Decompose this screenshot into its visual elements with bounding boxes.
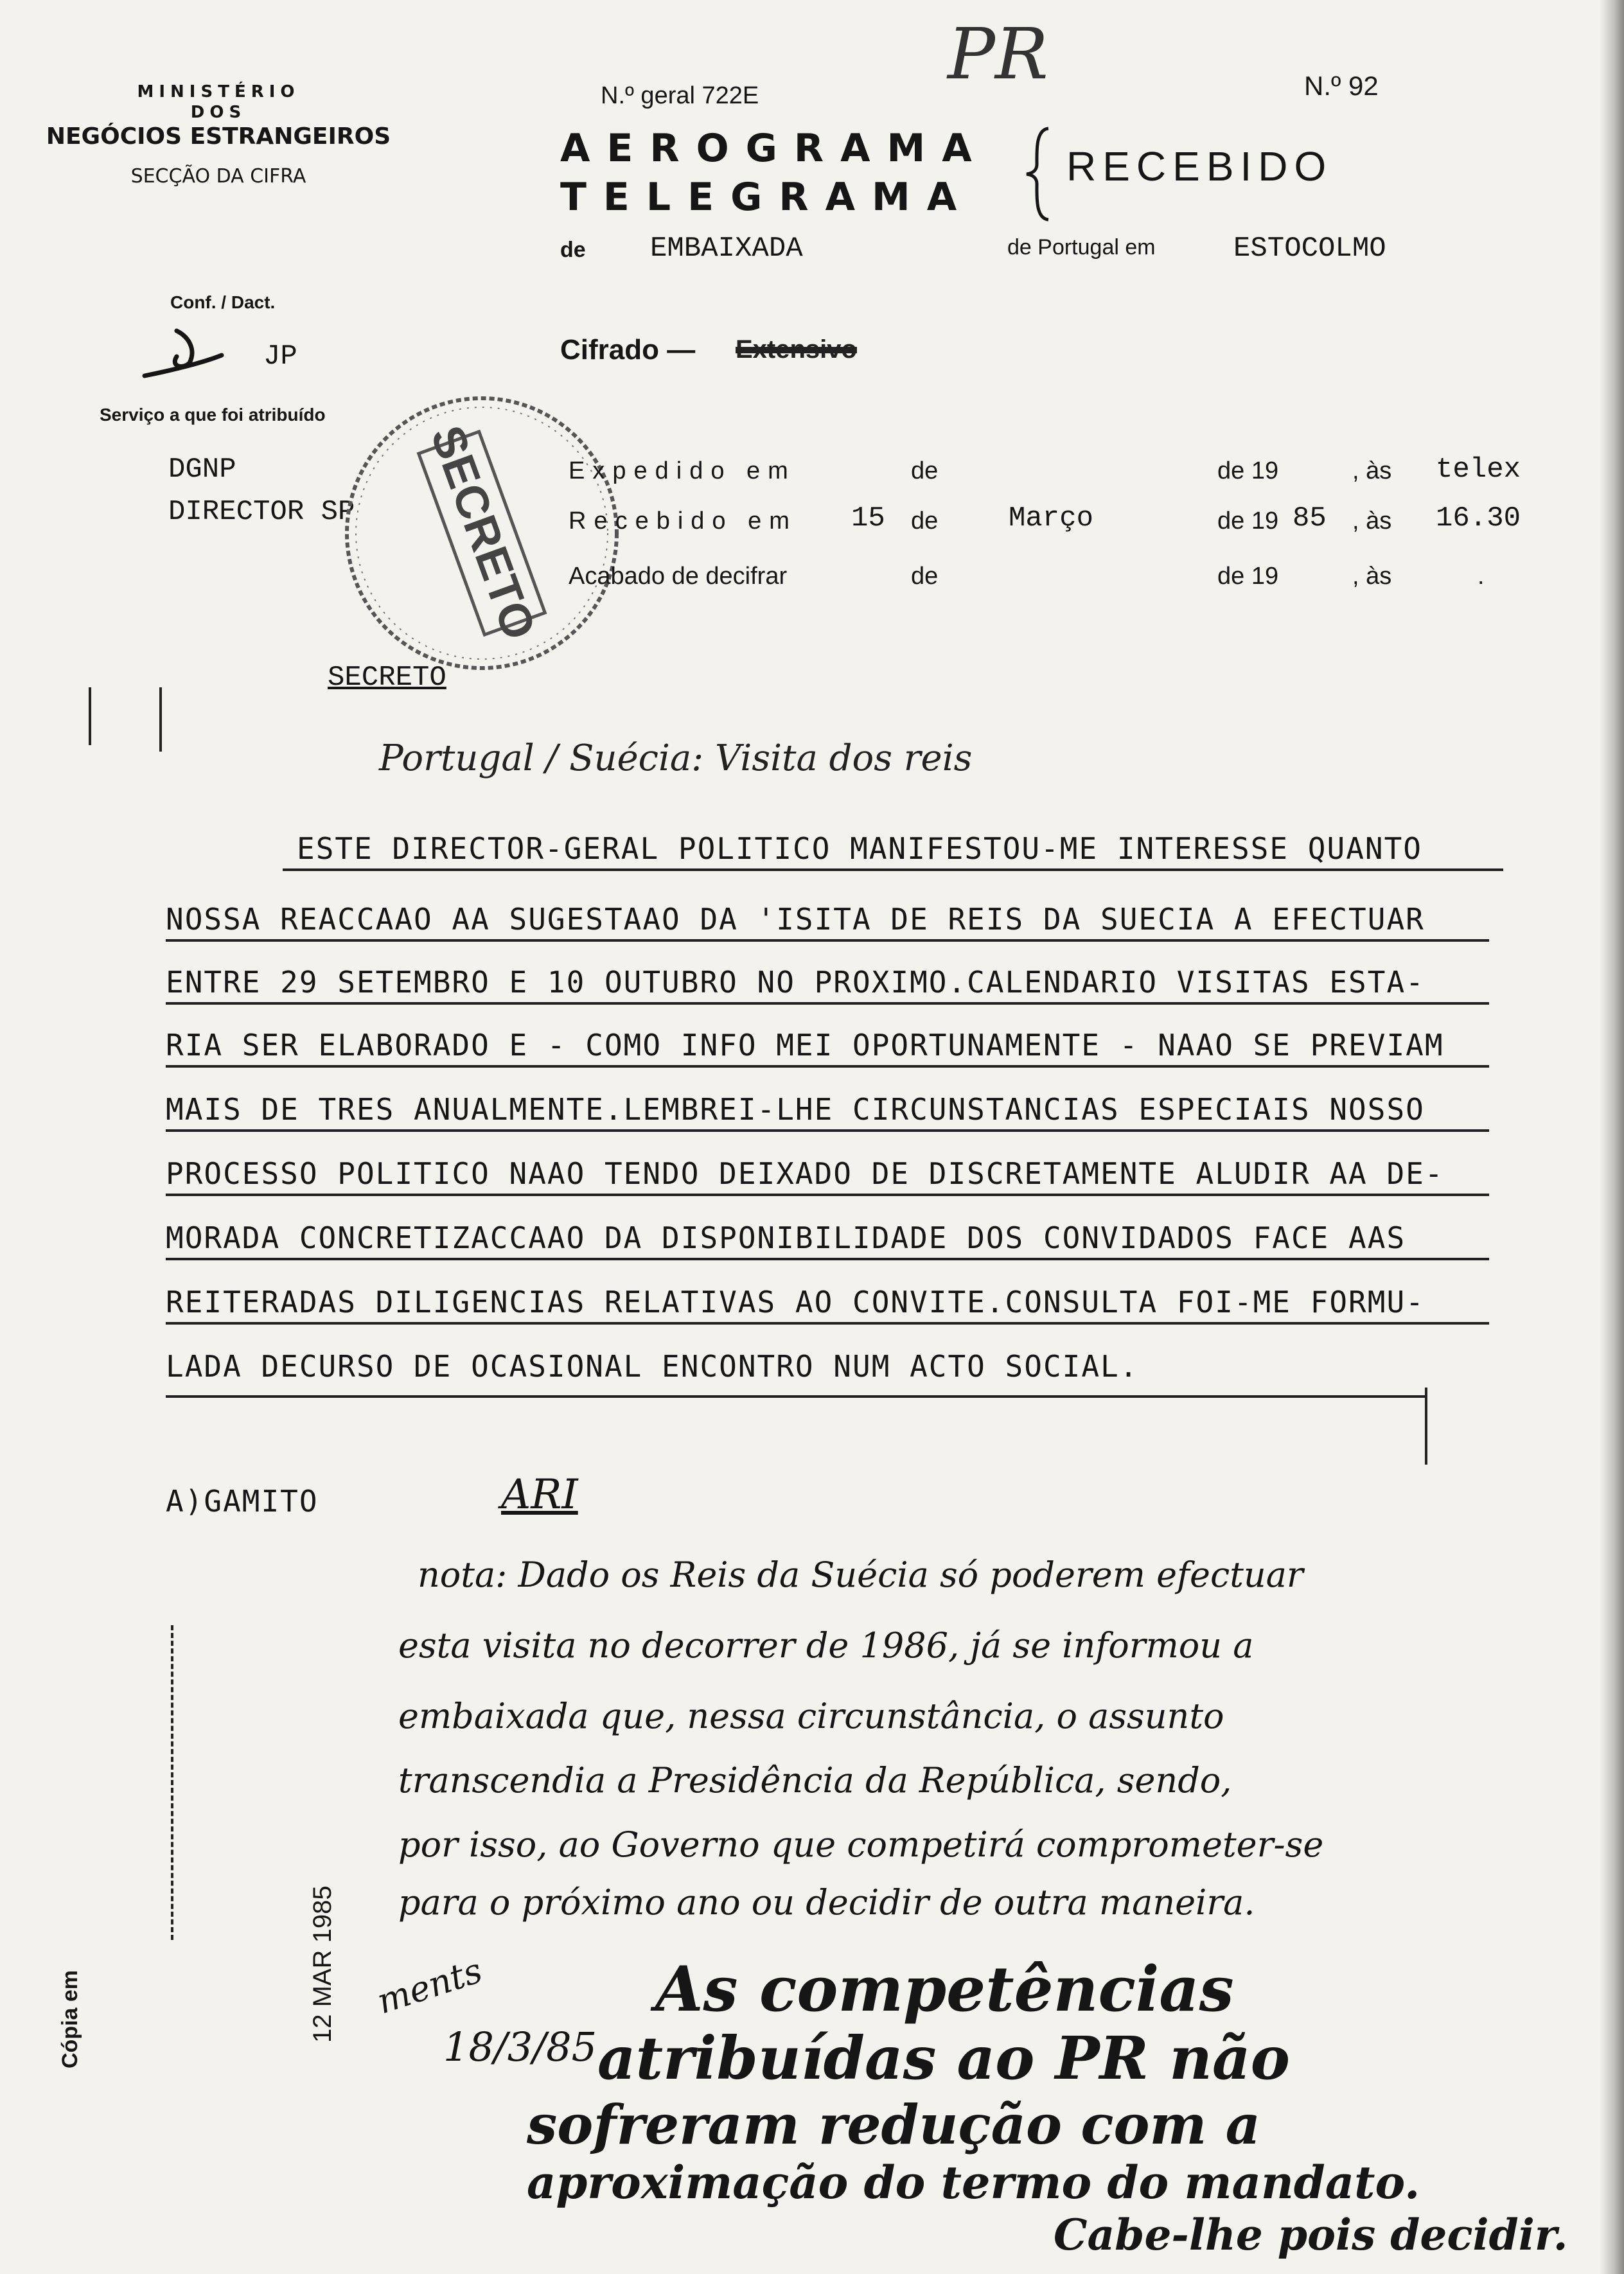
recebido-de: de (911, 507, 939, 534)
brace-icon (1023, 126, 1055, 222)
recebido-day: 15 (851, 502, 885, 534)
telegrama-title: TELEGRAMA (560, 175, 974, 220)
footer-line-1: As competências (655, 1953, 1234, 2025)
conf-label: Conf. / Dact. (170, 292, 276, 312)
servico-label: Serviço a que foi atribuído (100, 405, 326, 425)
de-label: de (560, 238, 586, 262)
cifrado-value-text: Extensivo (736, 335, 857, 364)
de-value: EMBAIXADA (650, 233, 803, 265)
body-underline-8 (166, 1322, 1489, 1325)
acabado-year-label: de 19 (1217, 563, 1279, 590)
body-line-4: RIA SER ELABORADO E - COMO INFO MEI OPORTUNAMENTE - NAAO SE PREVIAM (166, 1028, 1444, 1062)
margin-mark-1 (89, 687, 91, 745)
aerograma-title: AEROGRAMA (560, 126, 989, 171)
stamp-text: SECRETO (420, 419, 545, 646)
acabado-end: . (1478, 563, 1485, 590)
body-line-3: ENTRE 29 SETEMBRO E 10 OUTUBRO NO PROXIMO.CALENDARIO VISITAS ESTA- (166, 965, 1425, 1000)
ministry-block (39, 82, 398, 188)
ministry-line2: DOS (190, 103, 247, 122)
margin-mark-right (1425, 1388, 1427, 1465)
body-underline-7 (166, 1258, 1489, 1260)
servico-line2: DIRECTOR SP (168, 496, 355, 528)
recebido-month: Março (1009, 502, 1094, 534)
numero-geral: N.º geral 722E (601, 82, 759, 109)
note-line-5: por isso, ao Governo que competirá comprometer-se (398, 1824, 1324, 1865)
note-line-4: transcendia a Presidência da República, sendo, (398, 1760, 1232, 1801)
date-stamp (308, 1876, 347, 2043)
expedido-year-label: de 19 (1217, 457, 1279, 484)
acabado-de: de (911, 563, 939, 590)
recebido-year: 85 (1293, 502, 1327, 534)
footer-line-2: atribuídas ao PR não (597, 2023, 1290, 2093)
acabado-label: Acabado de decifrar (569, 563, 788, 590)
conf-signature-icon (132, 324, 234, 395)
cifrado-value (736, 335, 857, 364)
body-line-2: NOSSA REACCAAO AA SUGESTAAO DA 'ISITA DE REIS DA SUECIA A EFECTUAR (166, 902, 1425, 937)
numero: N.º 92 (1304, 71, 1379, 101)
body-line-9: LADA DECURSO DE OCASIONAL ENCONTRO NUM ACTO SOCIAL. (166, 1349, 1139, 1384)
body-line-5: MAIS DE TRES ANUALMENTE.LEMBREI-LHE CIRCUNSTANCIAS ESPECIAIS NOSSO (166, 1092, 1425, 1127)
footer-line-4: aproximação do termo do mandato. (527, 2156, 1420, 2209)
body-underline-1 (283, 868, 1503, 871)
classification: SECRETO (328, 662, 446, 694)
scan-edge (1600, 0, 1624, 2274)
footer-line-3: sofreram redução com a (527, 2093, 1261, 2156)
signature-handwritten: ARI (501, 1471, 578, 1519)
body-line-8: REITERADAS DILIGENCIAS RELATIVAS AO CONVITE.CONSULTA FOI-ME FORMU- (166, 1285, 1425, 1319)
body-underline-2 (166, 939, 1489, 942)
expedido-value: telex (1436, 454, 1521, 486)
body-line-6: PROCESSO POLITICO NAAO TENDO DEIXADO DE DISCRETAMENTE ALUDIR AA DE- (166, 1156, 1444, 1191)
recebido-as: , às (1352, 507, 1392, 534)
expedido-as: , às (1352, 457, 1392, 484)
body-underline-6 (166, 1194, 1489, 1196)
recebido-time: 16.30 (1436, 502, 1521, 534)
copia-dashed-line (171, 1625, 176, 1940)
margin-mark-2 (159, 687, 162, 752)
footer-line-5: Cabe-lhe pois decidir. (1054, 2210, 1568, 2260)
body-underline-4 (166, 1065, 1489, 1068)
cifrado-label: Cifrado — (560, 334, 696, 366)
body-line-1: ESTE DIRECTOR-GERAL POLITICO MANIFESTOU-ME INTERESSE QUANTO (297, 831, 1422, 866)
recebido-label: Recebido em (569, 507, 797, 534)
body-underline-9 (166, 1395, 1425, 1398)
ministry-line3: NEGÓCIOS ESTRANGEIROS (46, 123, 391, 150)
handwritten-pr: PR (948, 13, 1048, 95)
body-underline-3 (166, 1002, 1489, 1005)
de-portugal-value: ESTOCOLMO (1233, 233, 1386, 265)
copia-label (58, 1940, 96, 2068)
subject-handwritten: Portugal / Suécia: Visita dos reis (379, 737, 973, 779)
copia-label-text: Cópia em (58, 1970, 82, 2068)
expedido-de: de (911, 457, 939, 484)
ministry-line1: MINISTÉRIO (137, 82, 300, 101)
recebido-title: RECEBIDO (1066, 143, 1333, 190)
servico-line1: DGNP (168, 454, 236, 486)
footer-date: 18/3/85 (443, 2023, 597, 2070)
note-line-6: para o próximo ano ou decidir de outra maneira. (398, 1882, 1255, 1923)
body-line-7: MORADA CONCRETIZACCAAO DA DISPONIBILIDADE DOS CONVIDADOS FACE AAS (166, 1221, 1406, 1255)
body-underline-5 (166, 1129, 1489, 1132)
note-line-3: embaixada que, nessa circunstância, o assunto (398, 1696, 1224, 1736)
de-portugal-label: de Portugal em (1007, 235, 1156, 260)
signature: A)GAMITO (166, 1484, 319, 1519)
conf-initials: JP (263, 340, 297, 373)
recebido-year-label: de 19 (1217, 507, 1279, 534)
acabado-as: , às (1352, 563, 1392, 590)
note-line-1: nota: Dado os Reis da Suécia só poderem efectuar (418, 1555, 1303, 1595)
ministry-section: SECÇÃO DA CIFRA (130, 165, 306, 188)
date-stamp-text: 12 MAR 1985 (308, 1885, 337, 2043)
footer-initials: ments (372, 1950, 487, 2022)
expedido-label: Expedido em (569, 457, 796, 484)
note-line-2: esta visita no decorrer de 1986, já se informou a (398, 1625, 1254, 1666)
